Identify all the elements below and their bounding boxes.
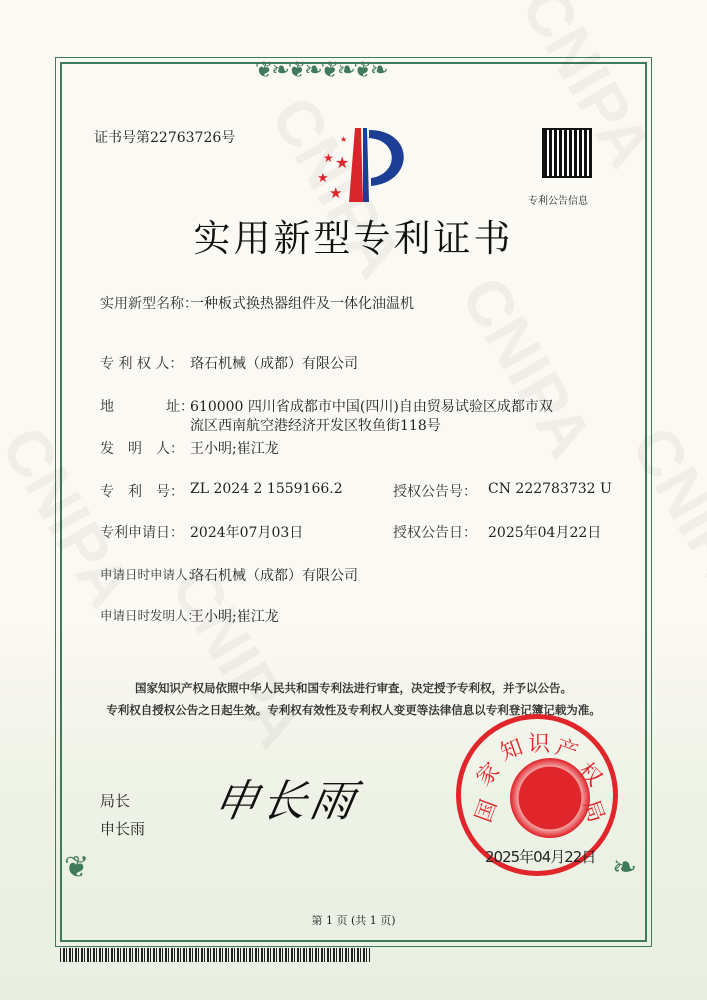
- address-label: 地: [100, 399, 114, 415]
- patent-number-label: 专 利 号：: [100, 484, 184, 500]
- filing-date: 2024年07月03日: [190, 525, 304, 541]
- seal-date: 2025年04月22日: [485, 848, 596, 866]
- name-label: 实用新型名称：: [100, 296, 198, 312]
- qr-code[interactable]: [542, 128, 592, 178]
- page-number: 第 1 页 (共 1 页): [311, 914, 396, 927]
- corner-ornament-left: ❦: [64, 850, 88, 885]
- address-line-1: 610000 四川省成都市中国(四川)自由贸易试验区成都市双: [190, 399, 553, 415]
- seal-text: 识: [528, 732, 551, 757]
- seal-text: 知: [497, 734, 527, 766]
- publication-number: CN 222783732 U: [488, 481, 612, 497]
- top-ornament: ❦❧❦❧❦❧❦❧: [255, 58, 387, 83]
- corner-ornament-right: ❧: [612, 850, 636, 885]
- utility-model-name: 一种板式换热器组件及一体化油温机: [190, 296, 414, 312]
- seal-text: 家: [471, 758, 506, 792]
- publication-number-label: 授权公告号：: [393, 484, 477, 500]
- applicant: 珞石机械（成都）有限公司: [190, 568, 358, 584]
- notice-line-1: 国家知识产权局依照中华人民共和国专利法进行审查，决定授予专利权，并予以公告。: [135, 681, 572, 695]
- patentee: 珞石机械（成都）有限公司: [190, 356, 358, 372]
- patentee-label: 专 利 权 人：: [100, 356, 184, 372]
- publication-date: 2025年04月22日: [488, 525, 602, 541]
- address-line-2: 流区西南航空港经济开发区牧鱼街118号: [190, 418, 441, 434]
- director-name: 申长雨: [100, 820, 146, 838]
- patent-number: ZL 2024 2 1559166.2: [190, 481, 343, 497]
- qr-caption: 专利公告信息: [528, 196, 588, 207]
- notice-line-2: 专利权自授权公告之日起生效。专利权有效性及专利权人变更等法律信息以专利登记簿记载为准。: [106, 703, 601, 717]
- svg-text:★: ★: [335, 153, 350, 172]
- publication-date-label: 授权公告日：: [393, 525, 477, 541]
- filing-date-label: 专利申请日：: [100, 525, 184, 541]
- seal-text: 产: [551, 734, 581, 766]
- cnipa-logo: [305, 124, 415, 204]
- certificate-number: 证书号第22763726号: [94, 130, 236, 146]
- application-inventor: 王小明;崔江龙: [190, 609, 279, 625]
- svg-text:★: ★: [317, 171, 329, 186]
- seal-text: 权: [572, 758, 607, 792]
- application-inventor-label: 申请日时发明人：: [100, 608, 201, 623]
- svg-text:★: ★: [323, 151, 334, 165]
- inventor-label: 发 明 人：: [100, 441, 184, 457]
- director-title: 局长: [100, 792, 131, 810]
- svg-text:★: ★: [340, 135, 348, 144]
- inventor: 王小明;崔江龙: [190, 441, 279, 457]
- seal-text: 局: [577, 796, 609, 826]
- certificate-title: 实用新型专利证书: [193, 217, 514, 260]
- applicant-label: 申请日时申请人：: [100, 567, 201, 582]
- seal-text: 国: [471, 796, 503, 826]
- svg-text:★: ★: [329, 184, 343, 202]
- barcode: [60, 948, 370, 962]
- address-label-suffix: 址：: [166, 399, 194, 415]
- signature: 申长雨: [209, 776, 363, 827]
